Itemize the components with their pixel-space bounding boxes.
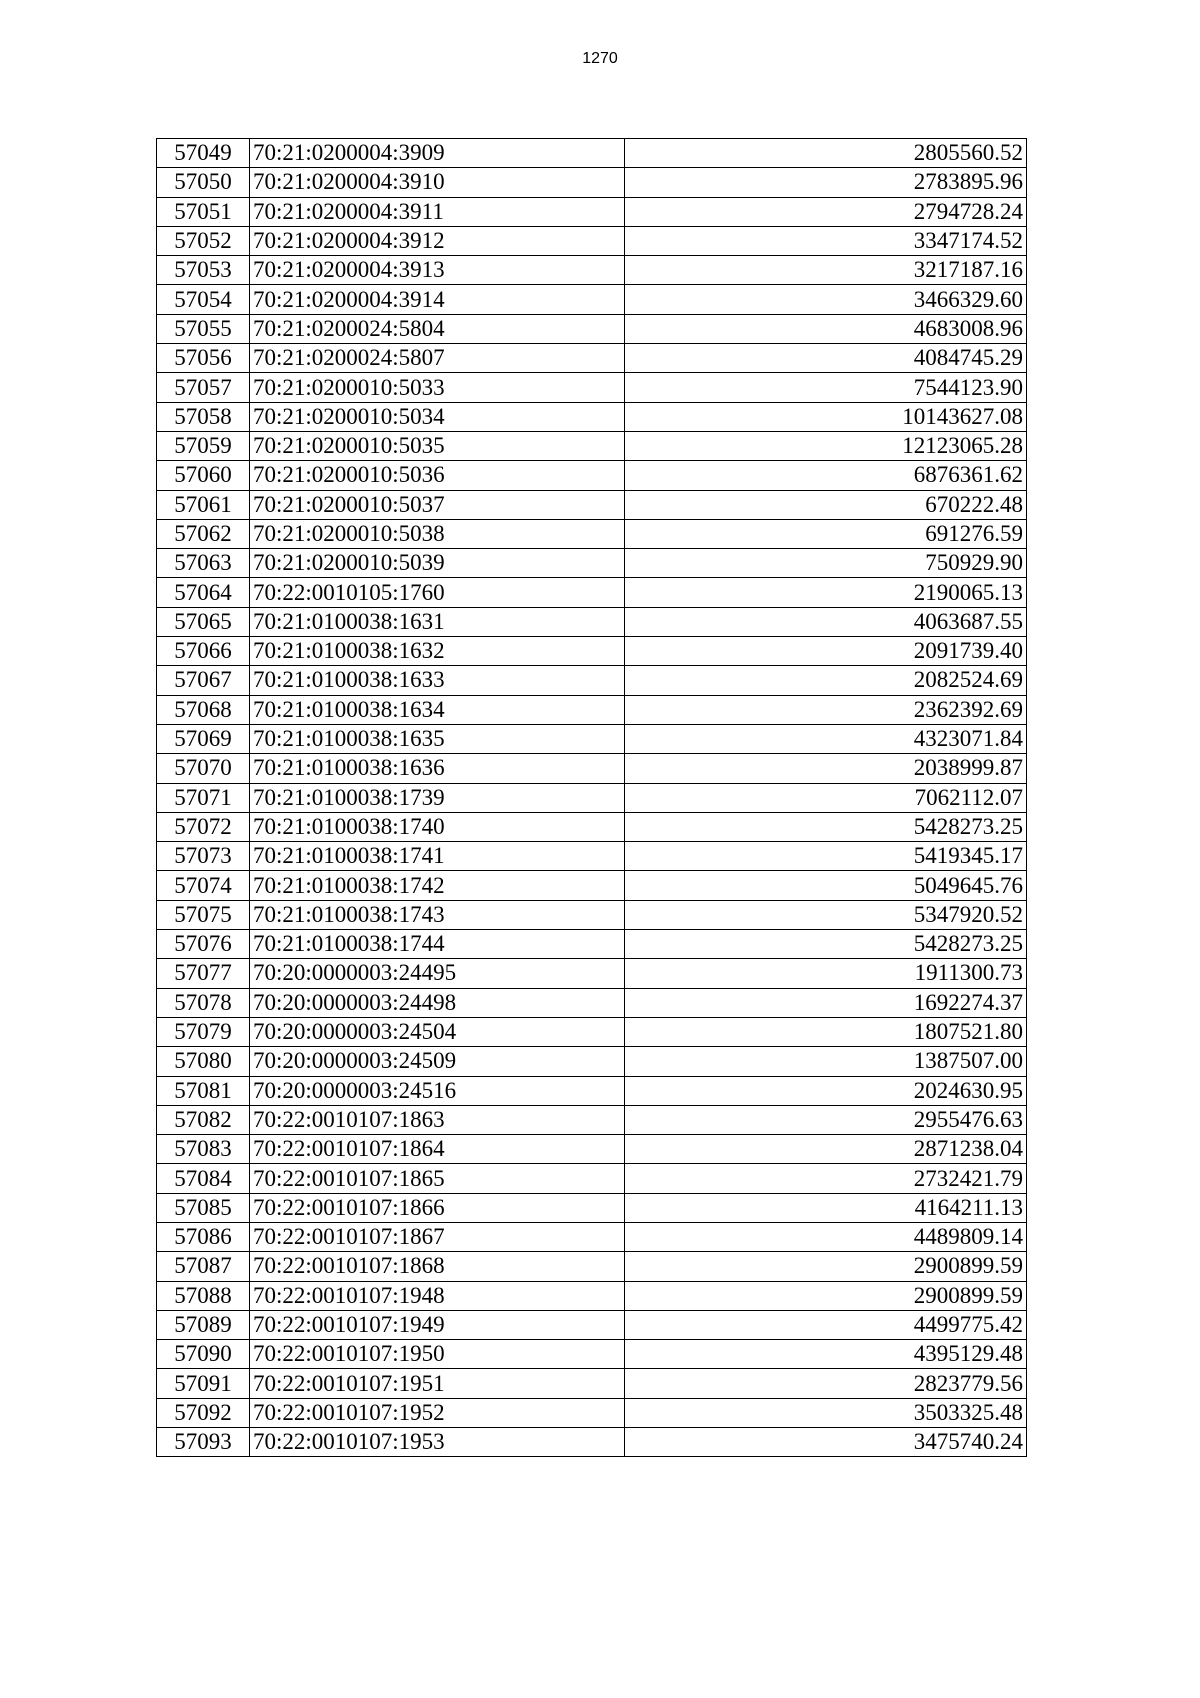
table-row bbox=[157, 344, 1027, 373]
row-number-cell: 57061 bbox=[157, 490, 250, 519]
row-number-cell: 57071 bbox=[157, 783, 250, 812]
cadastral-number-cell: 70:21:0200024:5804 bbox=[250, 314, 625, 343]
table-row bbox=[157, 139, 1027, 168]
cadastral-value-cell: 670222.48 bbox=[625, 490, 1027, 519]
table-row bbox=[157, 1047, 1027, 1076]
cadastral-number-cell: 70:20:0000003:24504 bbox=[250, 1017, 625, 1046]
cadastral-number-cell: 70:22:0010107:1952 bbox=[250, 1398, 625, 1427]
table-row bbox=[157, 1076, 1027, 1105]
cadastral-number-cell: 70:20:0000003:24516 bbox=[250, 1076, 625, 1105]
row-number-cell: 57088 bbox=[157, 1281, 250, 1310]
table-row bbox=[157, 314, 1027, 343]
table-row bbox=[157, 431, 1027, 460]
row-number-cell: 57058 bbox=[157, 402, 250, 431]
row-number-cell: 57062 bbox=[157, 519, 250, 548]
table-row bbox=[157, 285, 1027, 314]
cadastral-value-cell: 1692274.37 bbox=[625, 988, 1027, 1017]
table-row bbox=[157, 578, 1027, 607]
row-number-cell: 57060 bbox=[157, 461, 250, 490]
cadastral-value-cell: 2038999.87 bbox=[625, 754, 1027, 783]
cadastral-number-cell: 70:21:0100038:1635 bbox=[250, 724, 625, 753]
row-number-cell: 57054 bbox=[157, 285, 250, 314]
cadastral-value-cell: 2362392.69 bbox=[625, 695, 1027, 724]
table-row bbox=[157, 1398, 1027, 1427]
cadastral-value-cell: 2871238.04 bbox=[625, 1135, 1027, 1164]
cadastral-number-cell: 70:21:0100038:1739 bbox=[250, 783, 625, 812]
cadastral-number-cell: 70:22:0010107:1868 bbox=[250, 1252, 625, 1281]
cadastral-value-cell: 12123065.28 bbox=[625, 431, 1027, 460]
table-row bbox=[157, 988, 1027, 1017]
cadastral-number-cell: 70:21:0100038:1632 bbox=[250, 637, 625, 666]
table-row bbox=[157, 519, 1027, 548]
cadastral-number-cell: 70:21:0100038:1633 bbox=[250, 666, 625, 695]
cadastral-number-cell: 70:22:0010107:1948 bbox=[250, 1281, 625, 1310]
page-number: 1270 bbox=[582, 50, 618, 67]
cadastral-value-cell: 1911300.73 bbox=[625, 959, 1027, 988]
row-number-cell: 57067 bbox=[157, 666, 250, 695]
row-number-cell: 57078 bbox=[157, 988, 250, 1017]
cadastral-value-cell: 5428273.25 bbox=[625, 812, 1027, 841]
row-number-cell: 57072 bbox=[157, 812, 250, 841]
cadastral-number-cell: 70:20:0000003:24495 bbox=[250, 959, 625, 988]
row-number-cell: 57066 bbox=[157, 637, 250, 666]
cadastral-number-cell: 70:21:0100038:1631 bbox=[250, 607, 625, 636]
cadastral-value-cell: 2091739.40 bbox=[625, 637, 1027, 666]
table-row bbox=[157, 549, 1027, 578]
cadastral-value-cell: 4084745.29 bbox=[625, 344, 1027, 373]
cadastral-value-cell: 4164211.13 bbox=[625, 1193, 1027, 1222]
table-row bbox=[157, 754, 1027, 783]
table-row bbox=[157, 1222, 1027, 1251]
cadastral-value-cell: 2805560.52 bbox=[625, 139, 1027, 168]
cadastral-number-cell: 70:22:0010107:1950 bbox=[250, 1340, 625, 1369]
cadastral-value-cell: 2190065.13 bbox=[625, 578, 1027, 607]
table-row bbox=[157, 1369, 1027, 1398]
cadastral-value-cell: 3475740.24 bbox=[625, 1428, 1027, 1457]
cadastral-value-cell: 2955476.63 bbox=[625, 1105, 1027, 1134]
table-row bbox=[157, 871, 1027, 900]
cadastral-number-cell: 70:21:0200010:5036 bbox=[250, 461, 625, 490]
cadastral-value-cell: 3466329.60 bbox=[625, 285, 1027, 314]
row-number-cell: 57079 bbox=[157, 1017, 250, 1046]
table-row bbox=[157, 783, 1027, 812]
cadastral-value-cell: 5419345.17 bbox=[625, 842, 1027, 871]
table-row bbox=[157, 930, 1027, 959]
table-row bbox=[157, 666, 1027, 695]
row-number-cell: 57085 bbox=[157, 1193, 250, 1222]
table-row bbox=[157, 724, 1027, 753]
row-number-cell: 57082 bbox=[157, 1105, 250, 1134]
table-row bbox=[157, 1428, 1027, 1457]
row-number-cell: 57073 bbox=[157, 842, 250, 871]
table-row bbox=[157, 226, 1027, 255]
cadastral-value-cell: 7544123.90 bbox=[625, 373, 1027, 402]
cadastral-value-cell: 4499775.42 bbox=[625, 1310, 1027, 1339]
row-number-cell: 57049 bbox=[157, 139, 250, 168]
cadastral-number-cell: 70:21:0100038:1634 bbox=[250, 695, 625, 724]
row-number-cell: 57068 bbox=[157, 695, 250, 724]
row-number-cell: 57055 bbox=[157, 314, 250, 343]
cadastral-value-cell: 4063687.55 bbox=[625, 607, 1027, 636]
row-number-cell: 57089 bbox=[157, 1310, 250, 1339]
cadastral-value-cell: 2900899.59 bbox=[625, 1281, 1027, 1310]
row-number-cell: 57087 bbox=[157, 1252, 250, 1281]
row-number-cell: 57065 bbox=[157, 607, 250, 636]
table-row bbox=[157, 959, 1027, 988]
table-row bbox=[157, 637, 1027, 666]
cadastral-number-cell: 70:21:0200010:5035 bbox=[250, 431, 625, 460]
cadastral-number-cell: 70:22:0010107:1953 bbox=[250, 1428, 625, 1457]
cadastral-number-cell: 70:21:0200004:3911 bbox=[250, 197, 625, 226]
row-number-cell: 57080 bbox=[157, 1047, 250, 1076]
cadastral-value-cell: 4395129.48 bbox=[625, 1340, 1027, 1369]
row-number-cell: 57050 bbox=[157, 168, 250, 197]
table-row bbox=[157, 168, 1027, 197]
cadastral-value-cell: 1807521.80 bbox=[625, 1017, 1027, 1046]
cadastral-value-cell: 2082524.69 bbox=[625, 666, 1027, 695]
cadastral-value-cell: 10143627.08 bbox=[625, 402, 1027, 431]
cadastral-number-cell: 70:22:0010107:1866 bbox=[250, 1193, 625, 1222]
row-number-cell: 57063 bbox=[157, 549, 250, 578]
row-number-cell: 57093 bbox=[157, 1428, 250, 1457]
cadastral-value-cell: 4489809.14 bbox=[625, 1222, 1027, 1251]
cadastral-number-cell: 70:21:0100038:1740 bbox=[250, 812, 625, 841]
cadastral-value-cell: 4683008.96 bbox=[625, 314, 1027, 343]
table-row bbox=[157, 256, 1027, 285]
cadastral-number-cell: 70:21:0200010:5038 bbox=[250, 519, 625, 548]
cadastral-value-cell: 3503325.48 bbox=[625, 1398, 1027, 1427]
row-number-cell: 57084 bbox=[157, 1164, 250, 1193]
cadastral-number-cell: 70:21:0100038:1636 bbox=[250, 754, 625, 783]
row-number-cell: 57086 bbox=[157, 1222, 250, 1251]
row-number-cell: 57052 bbox=[157, 226, 250, 255]
row-number-cell: 57077 bbox=[157, 959, 250, 988]
cadastral-number-cell: 70:21:0200004:3913 bbox=[250, 256, 625, 285]
cadastral-number-cell: 70:21:0200010:5034 bbox=[250, 402, 625, 431]
row-number-cell: 57069 bbox=[157, 724, 250, 753]
table-body bbox=[157, 139, 1027, 1457]
row-number-cell: 57051 bbox=[157, 197, 250, 226]
cadastral-value-cell: 2823779.56 bbox=[625, 1369, 1027, 1398]
table-row bbox=[157, 695, 1027, 724]
cadastral-value-cell: 750929.90 bbox=[625, 549, 1027, 578]
cadastral-number-cell: 70:21:0100038:1744 bbox=[250, 930, 625, 959]
row-number-cell: 57053 bbox=[157, 256, 250, 285]
cadastral-value-cell: 2732421.79 bbox=[625, 1164, 1027, 1193]
table-row bbox=[157, 1135, 1027, 1164]
cadastral-value-cell: 3347174.52 bbox=[625, 226, 1027, 255]
table-row bbox=[157, 490, 1027, 519]
cadastral-value-cell: 691276.59 bbox=[625, 519, 1027, 548]
row-number-cell: 57090 bbox=[157, 1340, 250, 1369]
cadastral-value-cell: 3217187.16 bbox=[625, 256, 1027, 285]
table-row bbox=[157, 1281, 1027, 1310]
table-row bbox=[157, 197, 1027, 226]
table-row bbox=[157, 607, 1027, 636]
cadastral-number-cell: 70:22:0010107:1863 bbox=[250, 1105, 625, 1134]
table-row bbox=[157, 1252, 1027, 1281]
row-number-cell: 57083 bbox=[157, 1135, 250, 1164]
cadastral-number-cell: 70:21:0200004:3914 bbox=[250, 285, 625, 314]
row-number-cell: 57064 bbox=[157, 578, 250, 607]
cadastral-number-cell: 70:22:0010107:1864 bbox=[250, 1135, 625, 1164]
cadastral-value-cell: 2783895.96 bbox=[625, 168, 1027, 197]
cadastral-value-cell: 5428273.25 bbox=[625, 930, 1027, 959]
cadastral-number-cell: 70:21:0200010:5037 bbox=[250, 490, 625, 519]
cadastral-number-cell: 70:21:0200004:3910 bbox=[250, 168, 625, 197]
cadastral-number-cell: 70:21:0200010:5039 bbox=[250, 549, 625, 578]
table-row bbox=[157, 900, 1027, 929]
table-row bbox=[157, 1017, 1027, 1046]
table-row bbox=[157, 842, 1027, 871]
table-row bbox=[157, 373, 1027, 402]
row-number-cell: 57057 bbox=[157, 373, 250, 402]
cadastral-number-cell: 70:21:0200004:3909 bbox=[250, 139, 625, 168]
row-number-cell: 57091 bbox=[157, 1369, 250, 1398]
row-number-cell: 57075 bbox=[157, 900, 250, 929]
cadastral-number-cell: 70:22:0010105:1760 bbox=[250, 578, 625, 607]
table-row bbox=[157, 1310, 1027, 1339]
cadastral-value-cell: 1387507.00 bbox=[625, 1047, 1027, 1076]
cadastral-number-cell: 70:21:0100038:1741 bbox=[250, 842, 625, 871]
table-row bbox=[157, 1340, 1027, 1369]
cadastral-number-cell: 70:21:0100038:1742 bbox=[250, 871, 625, 900]
table-row bbox=[157, 1164, 1027, 1193]
table-row bbox=[157, 812, 1027, 841]
cadastral-value-cell: 2024630.95 bbox=[625, 1076, 1027, 1105]
cadastral-value-cell: 7062112.07 bbox=[625, 783, 1027, 812]
row-number-cell: 57070 bbox=[157, 754, 250, 783]
row-number-cell: 57081 bbox=[157, 1076, 250, 1105]
row-number-cell: 57074 bbox=[157, 871, 250, 900]
cadastral-number-cell: 70:22:0010107:1867 bbox=[250, 1222, 625, 1251]
row-number-cell: 57076 bbox=[157, 930, 250, 959]
row-number-cell: 57056 bbox=[157, 344, 250, 373]
cadastral-number-cell: 70:20:0000003:24509 bbox=[250, 1047, 625, 1076]
row-number-cell: 57092 bbox=[157, 1398, 250, 1427]
row-number-cell: 57059 bbox=[157, 431, 250, 460]
cadastral-number-cell: 70:21:0200010:5033 bbox=[250, 373, 625, 402]
cadastral-number-cell: 70:21:0200024:5807 bbox=[250, 344, 625, 373]
table-row bbox=[157, 402, 1027, 431]
cadastral-number-cell: 70:20:0000003:24498 bbox=[250, 988, 625, 1017]
table-row bbox=[157, 461, 1027, 490]
cadastral-value-cell: 2794728.24 bbox=[625, 197, 1027, 226]
cadastral-number-cell: 70:22:0010107:1949 bbox=[250, 1310, 625, 1339]
cadastral-value-cell: 5049645.76 bbox=[625, 871, 1027, 900]
cadastral-number-cell: 70:21:0100038:1743 bbox=[250, 900, 625, 929]
cadastral-number-cell: 70:22:0010107:1865 bbox=[250, 1164, 625, 1193]
table-row bbox=[157, 1193, 1027, 1222]
cadastral-value-table bbox=[156, 138, 1027, 1457]
table-row bbox=[157, 1105, 1027, 1134]
cadastral-value-cell: 4323071.84 bbox=[625, 724, 1027, 753]
cadastral-value-cell: 6876361.62 bbox=[625, 461, 1027, 490]
cadastral-number-cell: 70:22:0010107:1951 bbox=[250, 1369, 625, 1398]
cadastral-value-cell: 5347920.52 bbox=[625, 900, 1027, 929]
cadastral-value-cell: 2900899.59 bbox=[625, 1252, 1027, 1281]
cadastral-number-cell: 70:21:0200004:3912 bbox=[250, 226, 625, 255]
